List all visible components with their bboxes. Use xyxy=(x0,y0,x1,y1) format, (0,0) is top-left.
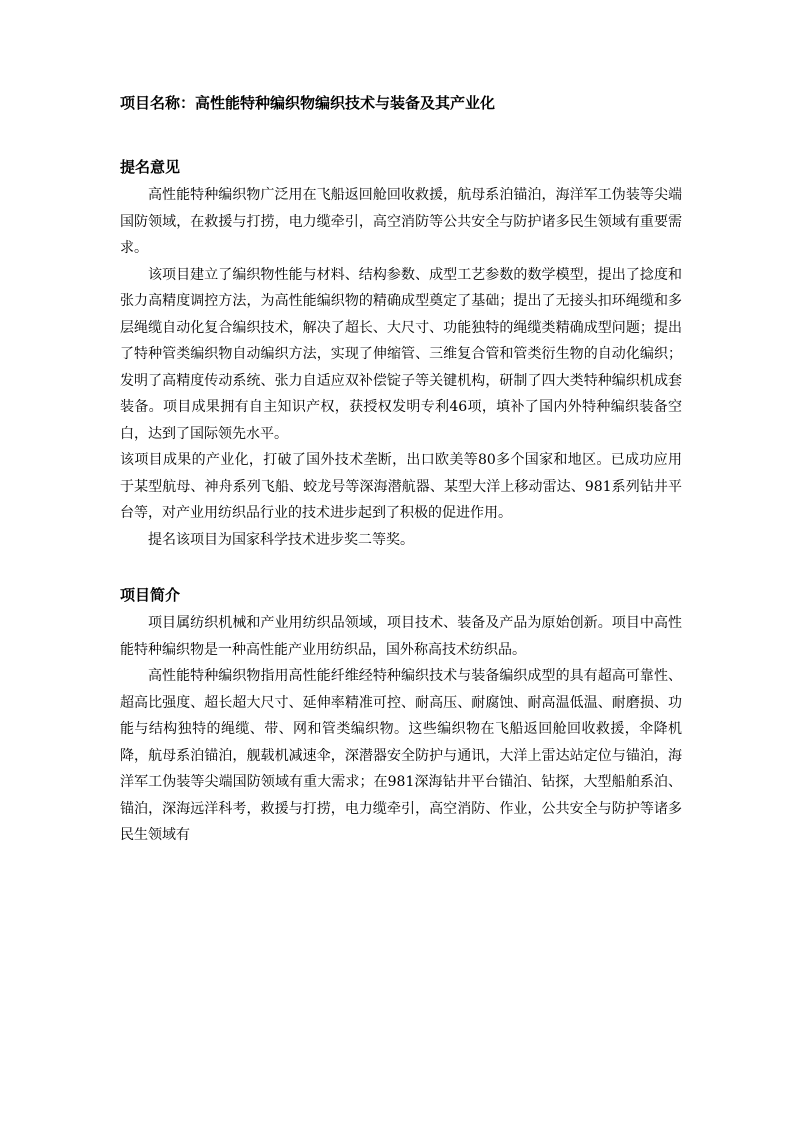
summary-section xyxy=(120,584,682,849)
summary-paragraph-1: 项目属纺织机械和产业用纺织品领域，项目技术、装备及产品为原始创新。项目中高性能特种编织物是一种高性能产业用纺织品，国外称高技术纺织品。 xyxy=(120,615,682,658)
nomination-heading: 提名意见 xyxy=(120,158,181,176)
nomination-section xyxy=(120,156,682,553)
nomination-paragraph-2: 该项目建立了编织物性能与材料、结构参数、成型工艺参数的数学模型，提出了捻度和张力高精度调控方法，为高性能编织物的精确成型奠定了基础；提出了无接头扣环绳缆和多层绳缆自动化复合编织技术，解决了超长、大尺寸、功能独特的绳缆类精确成型问题；提出了特种管类编织物自动编织方法，实现了伸缩管、三维复合管和管类衍生物的自动化编织；发明了高精度传动系统、张力自适应双补偿锭子等关键机构，研制了四大类特种编织机成套装备。项目成果拥有自主知识产权，获授权发明专利46项，填补了国内外特种编织装备空白，达到了国际领先水平。 xyxy=(120,266,682,442)
nomination-paragraph-4: 提名该项目为国家科学技术进步奖二等奖。 xyxy=(148,531,414,548)
summary-paragraph-2: 高性能特种编织物指用高性能纤维经特种编织技术与装备编织成型的具有超高可靠性、超高比强度、超长超大尺寸、延伸率精准可控、耐高压、耐腐蚀、耐高温低温、耐磨损、功能与结构独特的绳缆、带、网和管类编织物。这些编织物在飞船返回舱回收救援，伞降机降，航母系泊锚泊，舰载机减速伞，深潜器安全防护与通讯，大洋上雷达站定位与锚泊，海洋军工伪装等尖端国防领域有重大需求；在981深海钻井平台锚泊、钻探，大型船舶系泊、锚泊，深海远洋科考，救援与打捞，电力缆牵引，高空消防、作业，公共安全与防护等诸多民生领域有 xyxy=(120,668,682,843)
section-spacer xyxy=(120,553,682,584)
summary-heading: 项目简介 xyxy=(120,586,181,604)
project-title: 项目名称：高性能特种编织物编织技术与装备及其产业化 xyxy=(120,94,496,112)
nomination-paragraph-3: 该项目成果的产业化，打破了国外技术垄断，出口欧美等80多个国家和地区。已成功应用于某型航母、神舟系列飞船、蛟龙号等深海潜航器、某型大洋上移动雷达、981系列钻井平台等，对产业用纺织品行业的技术进步起到了积极的促进作用。 xyxy=(120,452,682,521)
nomination-paragraph-1: 高性能特种编织物广泛用在飞船返回舱回收救援，航母系泊锚泊，海洋军工伪装等尖端国防领域，在救援与打捞，电力缆牵引，高空消防等公共安全与防护诸多民生领域有重要需求。 xyxy=(120,187,682,256)
document-page xyxy=(120,92,682,849)
